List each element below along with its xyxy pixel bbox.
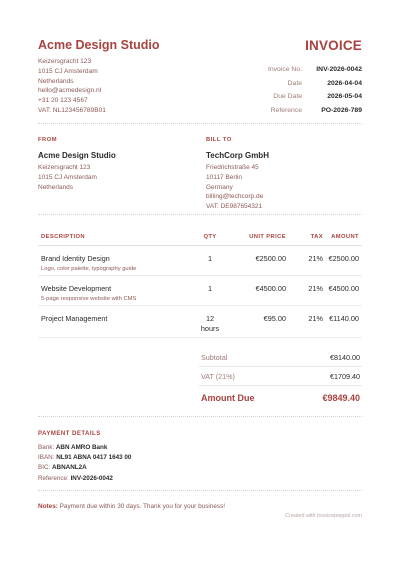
- meta-value: 2026-05-04: [327, 93, 362, 101]
- meta-value: PO-2026-789: [321, 106, 362, 114]
- vat-row: [199, 367, 362, 386]
- table-header: [38, 229, 362, 246]
- payment-bic: [38, 463, 131, 473]
- subtotal-value: €8140.00: [330, 352, 360, 362]
- bill-to-line: Friedrichstraße 45: [206, 164, 259, 171]
- item-unit-price: €95.00: [263, 314, 286, 323]
- payment-key: BIC:: [38, 464, 52, 472]
- bill-to-name: TechCorp GmbH: [206, 151, 269, 160]
- item-subtitle: 5-page responsive website with CMS: [41, 296, 137, 302]
- payment-iban: [38, 453, 131, 463]
- item-tax: 21%: [308, 314, 323, 323]
- payment-bank: [38, 443, 131, 453]
- bill-to-label: BILL TO: [206, 137, 232, 143]
- item-title: Project Management: [41, 314, 108, 323]
- company-line: Keizersgracht 123: [38, 58, 92, 65]
- from-line: Netherlands: [38, 183, 74, 191]
- notes-label: Notes:: [38, 503, 58, 510]
- table-row: [38, 306, 362, 338]
- meta-row-date: [192, 77, 362, 91]
- from-label: FROM: [38, 137, 58, 143]
- payment-value: ABNANL2A: [52, 464, 87, 472]
- bill-to-address: [206, 163, 356, 212]
- item-qty: 12 hours: [200, 314, 220, 333]
- notes-text: Payment due within 30 days. Thank you for your business!: [57, 503, 226, 510]
- item-description: [38, 254, 188, 272]
- bill-to-vat: VAT: DE987654321: [206, 203, 263, 211]
- company-email: hello@acmedesign.nl: [38, 87, 102, 95]
- item-qty: 1: [207, 284, 213, 293]
- item-title: Website Development: [41, 284, 112, 293]
- invoice-header: [38, 38, 362, 114]
- meta-label: Date: [287, 79, 302, 87]
- bill-to-block: [206, 137, 356, 212]
- col-unit-price: UNIT PRICE: [249, 234, 286, 240]
- divider: [38, 416, 362, 417]
- subtotal-row: [199, 348, 362, 367]
- meta-row-reference: [192, 104, 362, 118]
- from-line: 1015 CJ Amsterdam: [38, 173, 97, 181]
- item-tax: 21%: [308, 254, 323, 263]
- divider: [38, 123, 362, 124]
- vat-value: €1709.40: [330, 371, 360, 381]
- invoice-meta: [192, 63, 362, 117]
- table-row: [38, 246, 362, 276]
- from-name: Acme Design Studio: [38, 151, 116, 160]
- col-qty: QTY: [203, 234, 217, 240]
- payment-reference: [38, 474, 131, 484]
- table-row: [38, 276, 362, 306]
- item-qty: 1: [207, 254, 213, 263]
- company-phone: +31 20 123 4567: [38, 97, 88, 105]
- divider: [38, 214, 362, 215]
- bill-to-line: 10117 Berlin: [206, 173, 243, 181]
- item-title: Brand Identity Design: [41, 254, 110, 263]
- meta-row-invoice-no: [192, 63, 362, 77]
- item-unit-price: €4500.00: [255, 284, 286, 293]
- meta-label: Invoice No.: [267, 66, 302, 74]
- company-line: Netherlands: [38, 77, 74, 85]
- item-description: [38, 284, 188, 302]
- payment-label: PAYMENT DETAILS: [38, 431, 101, 437]
- payment-key: Bank:: [38, 444, 56, 451]
- vat-label: VAT (21%): [201, 371, 235, 381]
- col-tax: TAX: [310, 234, 323, 240]
- amount-due-value: €9849.40: [322, 392, 360, 403]
- item-amount: €2500.00: [328, 254, 359, 263]
- divider: [38, 490, 362, 491]
- meta-row-due-date: [192, 90, 362, 104]
- payment-key: Reference:: [38, 474, 71, 482]
- subtotal-label: Subtotal: [201, 352, 228, 362]
- meta-label: Due Date: [273, 93, 302, 101]
- company-vat: VAT: NL123456789B01: [38, 106, 106, 114]
- line-items-table: [38, 229, 362, 338]
- item-amount: €1140.00: [329, 314, 359, 323]
- item-amount: €4500.00: [328, 284, 359, 293]
- payment-key: IBAN:: [38, 454, 57, 462]
- from-address: [38, 163, 188, 192]
- payment-value: INV-2026-0042: [70, 474, 113, 482]
- payment-value: NL91 ABNA 0417 1643 00: [56, 454, 132, 462]
- item-description: [38, 314, 188, 323]
- amount-due-label: Amount Due: [201, 392, 255, 403]
- notes: [38, 503, 225, 510]
- payment-details: [38, 431, 131, 484]
- payment-lines: [38, 443, 131, 484]
- col-amount: AMOUNT: [331, 234, 359, 240]
- meta-value: INV-2026-0042: [316, 66, 362, 74]
- bill-to-line: Germany: [206, 183, 233, 191]
- amount-due-row: [199, 386, 362, 409]
- meta-label: Reference: [270, 106, 302, 114]
- payment-value: ABN AMRO Bank: [55, 444, 108, 451]
- item-subtitle: Logo, color palette, typography guide: [41, 266, 137, 272]
- bill-to-email: billing@techcorp.de: [206, 193, 264, 201]
- meta-value: 2026-04-04: [327, 79, 362, 87]
- item-tax: 21%: [308, 284, 323, 293]
- from-line: Keizersgracht 123: [38, 164, 91, 171]
- company-address: [38, 57, 106, 116]
- item-unit-price: €2500.00: [255, 254, 286, 263]
- credit-text: Created with Invoicepeppol.com: [285, 513, 362, 519]
- col-description: DESCRIPTION: [41, 234, 86, 240]
- totals-block: [199, 348, 362, 409]
- company-name: Acme Design Studio: [38, 38, 160, 52]
- company-line: 1015 CJ Amsterdam: [38, 67, 98, 75]
- invoice-title: INVOICE: [305, 38, 362, 53]
- from-block: [38, 137, 188, 192]
